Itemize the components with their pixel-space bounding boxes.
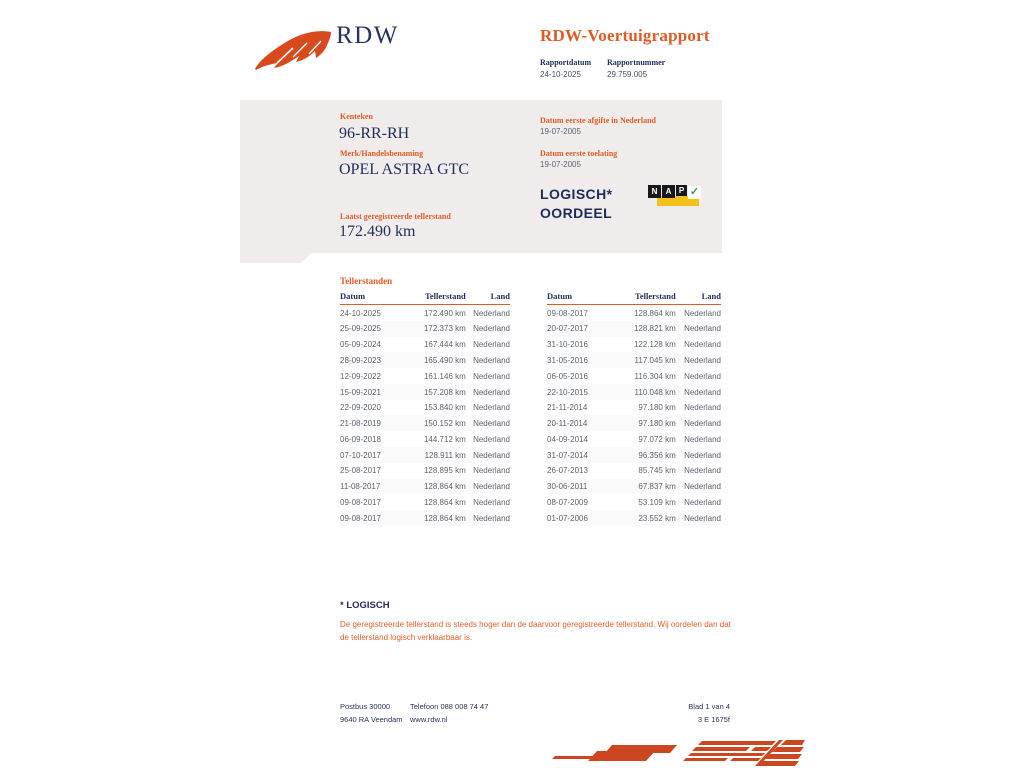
table-row: 09-08-2017 128.864 km Nederland (340, 497, 510, 507)
table-row: 31-10-2016 122.128 km Nederland (547, 340, 721, 350)
afgifte-label: Datum eerste afgifte in Nederland (540, 116, 656, 125)
table-row: 25-08-2017 128.895 km Nederland (340, 466, 510, 476)
footnote-title: * LOGISCH (340, 600, 390, 611)
table-row: 21-08-2019 150.152 km Nederland (340, 419, 510, 429)
table-row: 20-11-2014 97.180 km Nederland (547, 419, 721, 429)
footer-address-line2: 9640 RA Veendam (340, 715, 403, 724)
toelating-value: 19-07-2005 (540, 160, 581, 169)
footer-website: www.rdw.nl (410, 715, 448, 724)
footer-page-number: Blad 1 van 4 (688, 702, 730, 711)
oordeel-line2: OORDEEL (540, 205, 613, 221)
tellerstanden-table-left (340, 291, 510, 526)
column-header-tellerstand: Tellerstand (617, 291, 676, 305)
rdw-logo-text: RDW (336, 22, 399, 49)
table-row: 24-10-2025 172.490 km Nederland (340, 308, 510, 318)
table-row: 05-09-2024 167.444 km Nederland (340, 340, 510, 350)
table-row: 08-07-2009 53.109 km Nederland (547, 497, 721, 507)
oordeel-line1: LOGISCH* (540, 186, 613, 202)
oordeel-text (540, 185, 612, 223)
kenteken-label: Kenteken (340, 112, 373, 121)
table-row: 25-09-2025 172.373 km Nederland (340, 324, 510, 334)
tellerstanden-section (340, 276, 721, 526)
table-row: 21-11-2014 97.180 km Nederland (547, 403, 721, 413)
footer-page-info (630, 700, 730, 726)
table-row: 06-05-2016 116.304 km Nederland (547, 371, 721, 381)
vehicle-summary-panel-tab (240, 253, 312, 263)
column-header-datum: Datum (547, 291, 617, 305)
column-header-land: Land (676, 291, 721, 305)
table-row: 22-09-2020 153.840 km Nederland (340, 403, 510, 413)
nap-letter-p: P (676, 185, 687, 196)
footer-form-code: 3 E 1675f (697, 715, 730, 724)
rapportnummer-label: Rapportnummer (607, 58, 666, 67)
tellerstanden-title: Tellerstanden (340, 276, 393, 286)
rdw-feather-icon (253, 27, 333, 72)
table-row: 15-09-2021 157.208 km Nederland (340, 387, 510, 397)
footer-address-line1: Postbus 30000 (340, 702, 391, 711)
nap-letter-a: A (662, 185, 675, 198)
rapportdatum-value: 24-10-2025 (540, 70, 581, 79)
merk-label: Merk/Handelsbenaming (340, 149, 424, 158)
toelating-label: Datum eerste toelating (540, 149, 618, 158)
table-row: 28-09-2023 165.490 km Nederland (340, 355, 510, 365)
table-row: 20-07-2017 128.821 km Nederland (547, 324, 721, 334)
nap-letter-n: N (648, 185, 661, 198)
column-header-datum: Datum (340, 291, 408, 305)
footer-phone: Telefoon 088 008 74 47 (410, 702, 489, 711)
table-row: 09-08-2017 128.864 km Nederland (340, 513, 510, 523)
footer-address (340, 700, 403, 726)
rdw-speedlines-graphic (543, 737, 805, 768)
table-row: 31-05-2016 117.045 km Nederland (547, 355, 721, 365)
column-header-tellerstand: Tellerstand (408, 291, 466, 305)
tellerstanden-table-right (547, 291, 721, 526)
footnote-text: De geregistreerde tellerstand is steeds hoger dan de daarvoor geregistreerde tellerstand. Wij oordelen dan dat de tellerstand logisch verklaarbaar is. (340, 620, 731, 642)
table-row: 07-10-2017 128.911 km Nederland (340, 450, 510, 460)
logisch-footnote (340, 600, 738, 644)
merk-value: OPEL ASTRA GTC (339, 161, 470, 178)
footer-contact (410, 700, 488, 726)
laatste-tellerstand-value: 172.490 km (339, 223, 416, 240)
table-row: 09-08-2017 128.864 km Nederland (547, 308, 721, 318)
table-row: 22-10-2015 110.048 km Nederland (547, 387, 721, 397)
column-header-land: Land (466, 291, 510, 305)
laatste-tellerstand-label: Laatst geregistreerde tellerstand (340, 212, 451, 221)
table-row: 30-06-2011 67.837 km Nederland (547, 482, 721, 492)
table-row: 11-08-2017 128.864 km Nederland (340, 482, 510, 492)
rapportdatum-label: Rapportdatum (540, 58, 592, 67)
rapportnummer-value: 29.759.005 (607, 70, 648, 79)
afgifte-value: 19-07-2005 (540, 127, 581, 136)
table-row: 04-09-2014 97.072 km Nederland (547, 434, 721, 444)
nap-check-icon: ✓ (689, 186, 700, 198)
table-row: 26-07-2013 85.745 km Nederland (547, 466, 721, 476)
table-row: 01-07-2006 23.552 km Nederland (547, 513, 721, 523)
kenteken-value: 96-RR-RH (339, 125, 410, 142)
table-row: 12-09-2022 161.146 km Nederland (340, 371, 510, 381)
page-title: RDW-Voertuigrapport (540, 26, 710, 45)
nap-logo (648, 185, 702, 211)
table-row: 31-07-2014 96.356 km Nederland (547, 450, 721, 460)
table-row: 06-09-2018 144.712 km Nederland (340, 434, 510, 444)
